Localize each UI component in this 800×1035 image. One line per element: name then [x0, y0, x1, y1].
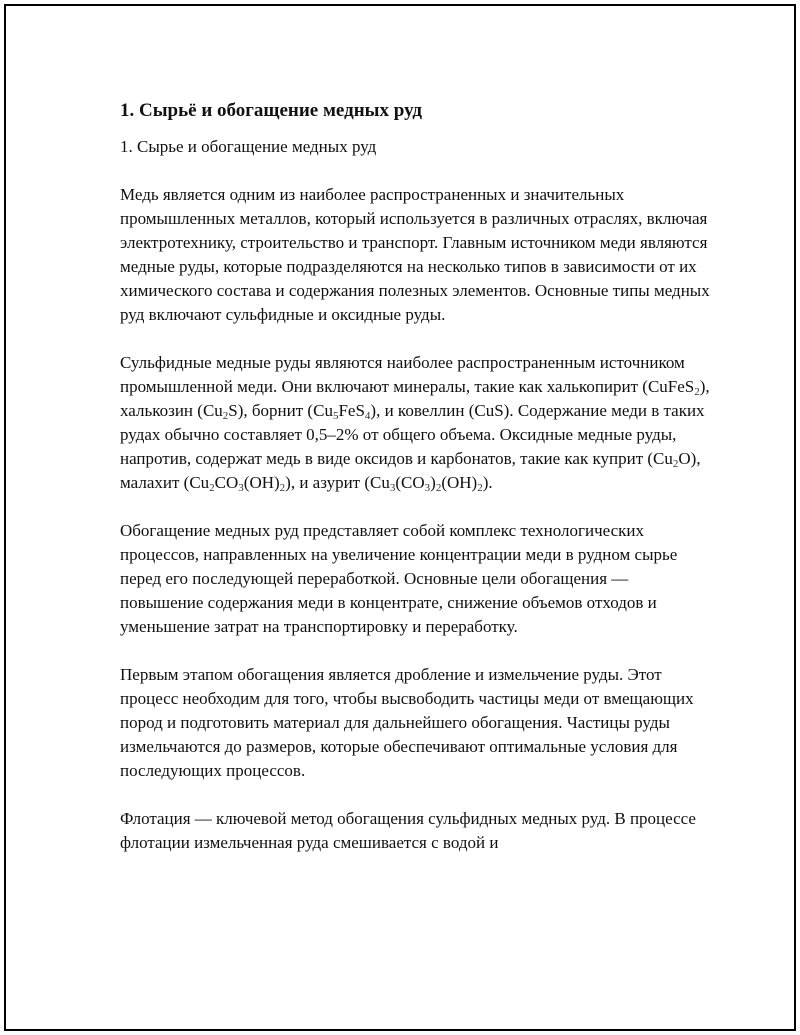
paragraph-sulfide-ores: Сульфидные медные руды являются наиболее распространенным источником промышленной меди. Они включают минералы, такие как халькопирит (CuFeS$_2$), халькозин $(Cu_2S)$, борнит $(Cu_5FeS_4)$, и ковеллин (CuS). Содержание меди в таких рудах обычно составляет 0,5–2% от общего объема. Оксидные медные руды, напротив, содержат медь в виде оксидов и карбонатов, такие как куприт $(Cu_2O)$, малахит $(Cu_2CO_3(OH)_2)$, и азурит $(Cu_3(CO_3)_2(OH)_2)$. — [120, 353, 710, 494]
paragraph-flotation: Флотация — ключевой метод обогащения сульфидных медных руд. В процессе флотации измельченная руда смешивается с водой и — [120, 809, 696, 852]
page-title: 1. Сырьё и обогащение медных руд — [120, 100, 422, 121]
document-body — [120, 98, 710, 879]
paragraph-crushing: Первым этапом обогащения является дробление и измельчение руды. Этот процесс необходим для того, чтобы высвободить частицы меди от вмещающих пород и подготовить материал для дальнейшего обогащения. Частицы руды измельчаются до размеров, которые обеспечивают оптимальные условия для последующих процессов. — [120, 665, 694, 780]
paragraph-intro: Медь является одним из наиболее распространенных и значительных промышленных металлов, который используется в различных отраслях, включая электротехнику, строительство и транспорт. Главным источником меди являются медные руды, которые подразделяются на несколько типов в зависимости от их химического состава и содержания полезных элементов. Основные типы медных руд включают сульфидные и оксидные руды. — [120, 185, 710, 324]
paragraph-beneficiation: Обогащение медных руд представляет собой комплекс технологических процессов, направленных на увеличение концентрации меди в рудном сырье перед его последующей переработкой. Основные цели обогащения — повышение содержания меди в концентрате, снижение объемов отходов и уменьшение затрат на транспортировку и переработку. — [120, 521, 678, 636]
document-page — [4, 4, 796, 1031]
subtitle: 1. Сырье и обогащение медных руд — [120, 137, 377, 156]
